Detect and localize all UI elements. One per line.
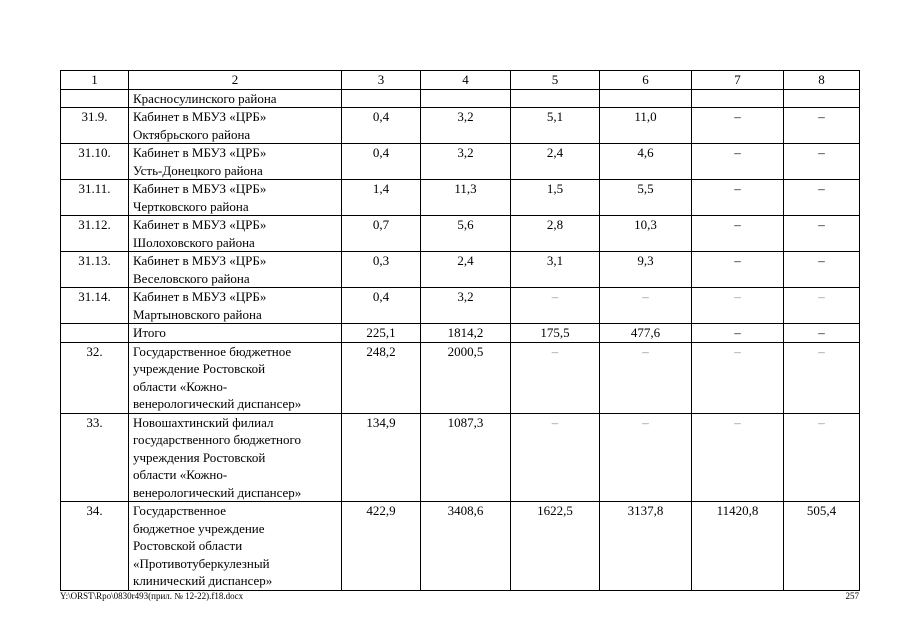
row-description [129,288,342,324]
cell-col-8: – [784,342,860,413]
cell-col-4: 1087,3 [421,413,511,502]
description-line: области «Кожно- [133,467,228,482]
description-line: венерологический диспансер» [133,484,302,500]
table-row [61,180,860,216]
cell-col-8: – [784,413,860,502]
cell-col-5: – [511,342,600,413]
cell-col-8: 505,4 [784,502,860,591]
row-number: 32. [61,342,129,413]
description-line: государственного бюджетного [133,432,301,447]
cell-col-7: – [692,413,784,502]
description-line: Мартыновского района [133,306,262,322]
cell-col-4: 2000,5 [421,342,511,413]
cell-col-5: 2,4 [511,144,600,180]
cell-col-6: – [600,342,692,413]
cell-col-3: 0,4 [342,144,421,180]
table-row [61,144,860,180]
description-line: «Противотуберкулезный [133,555,270,571]
cell-col-7: – [692,216,784,252]
cell-col-5: 175,5 [511,324,600,343]
table-body [61,89,860,590]
table-row [61,413,860,502]
cell-col-8: – [784,144,860,180]
col-header-8: 8 [784,71,860,90]
cell-col-6: 5,5 [600,180,692,216]
table-row [61,216,860,252]
col-header-4: 4 [421,71,511,90]
col-header-6: 6 [600,71,692,90]
cell-col-6: 11,0 [600,108,692,144]
description-line: Чертковского района [133,198,249,214]
cell-col-8: – [784,288,860,324]
table-row [61,89,860,108]
description-line: Красносулинского района [133,90,277,106]
row-description [129,144,342,180]
description-line: Кабинет в МБУЗ «ЦРБ» [133,181,267,196]
table-row [61,502,860,591]
cell-col-8: – [784,324,860,343]
cell-col-3 [342,89,421,108]
cell-col-4 [421,89,511,108]
cell-col-4: 3408,6 [421,502,511,591]
description-line: Шолоховского района [133,234,255,250]
cell-col-3: 225,1 [342,324,421,343]
cell-col-6 [600,89,692,108]
cell-col-8: – [784,252,860,288]
row-description [129,180,342,216]
row-description [129,216,342,252]
cell-col-3: 0,7 [342,216,421,252]
row-number: 34. [61,502,129,591]
cell-col-4: 2,4 [421,252,511,288]
cell-col-7: – [692,342,784,413]
description-line: Ростовской области [133,538,243,553]
row-number [61,324,129,343]
col-header-2: 2 [129,71,342,90]
description-line: Кабинет в МБУЗ «ЦРБ» [133,217,267,232]
cell-col-7: – [692,108,784,144]
cell-col-5 [511,89,600,108]
cell-col-3: 134,9 [342,413,421,502]
cell-col-4: 11,3 [421,180,511,216]
description-line: Итого [133,325,166,340]
description-line: Государственное [133,503,226,518]
data-table [60,70,860,591]
description-line: клинический диспансер» [133,573,273,588]
cell-col-8: – [784,216,860,252]
table-row [61,324,860,343]
cell-col-6: – [600,413,692,502]
cell-col-7: – [692,252,784,288]
description-line: венерологический диспансер» [133,396,302,411]
cell-col-4: 3,2 [421,144,511,180]
table-row [61,108,860,144]
row-description [129,324,342,343]
cell-col-3: 0,4 [342,288,421,324]
cell-col-8 [784,89,860,108]
cell-col-6: 3137,8 [600,502,692,591]
description-line: Октябрьского района [133,126,251,142]
header-row [61,71,860,90]
description-line: учреждение Ростовской [133,361,266,376]
footer-file-path: Y:\ORST\Rpo\0830r493(прил. № 12-22).f18.docx [60,591,244,601]
cell-col-6: – [600,288,692,324]
cell-col-4: 3,2 [421,108,511,144]
description-line: Кабинет в МБУЗ «ЦРБ» [133,145,267,160]
description-line: Государственное бюджетное [133,343,292,359]
cell-col-3: 1,4 [342,180,421,216]
cell-col-5: 2,8 [511,216,600,252]
cell-col-7: – [692,288,784,324]
cell-col-4: 3,2 [421,288,511,324]
cell-col-3: 0,3 [342,252,421,288]
col-header-7: 7 [692,71,784,90]
row-number [61,89,129,108]
cell-col-6: 4,6 [600,144,692,180]
cell-col-6: 477,6 [600,324,692,343]
cell-col-5: 5,1 [511,108,600,144]
row-number: 31.9. [61,108,129,144]
description-line: Кабинет в МБУЗ «ЦРБ» [133,289,267,304]
page-number: 257 [845,591,859,601]
row-description [129,413,342,502]
cell-col-5: – [511,413,600,502]
cell-col-8: – [784,108,860,144]
cell-col-6: 10,3 [600,216,692,252]
description-line: учреждения Ростовской [133,449,266,465]
cell-col-5: – [511,288,600,324]
cell-col-7: – [692,324,784,343]
row-description [129,342,342,413]
description-line: области «Кожно- [133,378,228,394]
col-header-5: 5 [511,71,600,90]
cell-col-5: 1622,5 [511,502,600,591]
col-header-3: 3 [342,71,421,90]
cell-col-6: 9,3 [600,252,692,288]
cell-col-4: 1814,2 [421,324,511,343]
table-row [61,342,860,413]
description-line: Усть-Донецкого района [133,162,263,178]
table-row [61,288,860,324]
cell-col-3: 0,4 [342,108,421,144]
row-description [129,502,342,591]
cell-col-7: 11420,8 [692,502,784,591]
cell-col-5: 1,5 [511,180,600,216]
row-number: 31.12. [61,216,129,252]
cell-col-8: – [784,180,860,216]
row-number: 31.11. [61,180,129,216]
cell-col-4: 5,6 [421,216,511,252]
row-number: 31.14. [61,288,129,324]
description-line: бюджетное учреждение [133,520,265,536]
row-description [129,252,342,288]
description-line: Кабинет в МБУЗ «ЦРБ» [133,109,267,124]
row-number: 33. [61,413,129,502]
cell-col-3: 248,2 [342,342,421,413]
row-number: 31.13. [61,252,129,288]
table-row [61,252,860,288]
cell-col-5: 3,1 [511,252,600,288]
row-description [129,108,342,144]
row-number: 31.10. [61,144,129,180]
cell-col-7: – [692,180,784,216]
cell-col-7: – [692,144,784,180]
description-line: Кабинет в МБУЗ «ЦРБ» [133,253,267,268]
description-line: Веселовского района [133,270,250,286]
cell-col-3: 422,9 [342,502,421,591]
description-line: Новошахтинский филиал [133,414,274,430]
col-header-1: 1 [61,71,129,90]
cell-col-7 [692,89,784,108]
row-description [129,89,342,108]
